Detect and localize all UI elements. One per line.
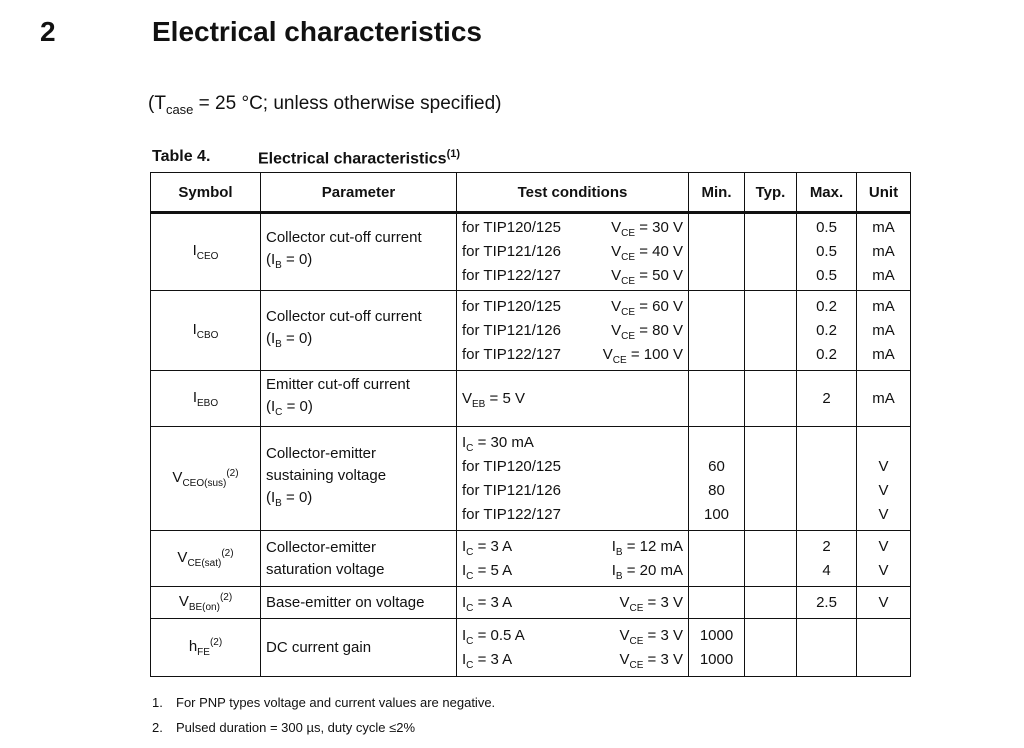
header-test-conditions: Test conditions — [457, 173, 689, 213]
unit-cell — [857, 619, 911, 677]
symbol-cell: $V_{CE(sat)}^{(2)}$ — [151, 531, 261, 587]
typ-cell — [745, 587, 797, 619]
typ-cell — [745, 427, 797, 531]
parameter-cell: Emitter cut-off current $(I_C = 0)$ — [261, 371, 457, 427]
test-condition-note: ($T_{case} = 25$ °C; unless otherwise specified) — [148, 93, 502, 117]
parameter-cell: Collector-emitter saturation voltage — [261, 531, 457, 587]
typ-cell — [745, 371, 797, 427]
header-typ: Typ. — [745, 173, 797, 213]
table-row — [151, 531, 911, 587]
section-number: 2 — [40, 16, 56, 47]
header-max: Max. — [797, 173, 857, 213]
max-cell — [797, 427, 857, 531]
section-title: Electrical characteristics — [152, 16, 482, 47]
max-cell: 2 — [797, 371, 857, 427]
table-row — [151, 427, 911, 531]
min-cell — [689, 291, 745, 371]
unit-cell: V V V — [857, 427, 911, 531]
unit-cell: mA — [857, 371, 911, 427]
table-row — [151, 291, 911, 371]
unit-cell: V V — [857, 531, 911, 587]
unit-cell: V — [857, 587, 911, 619]
parameter-cell: Base-emitter on voltage — [261, 587, 457, 619]
symbol-cell: $V_{CEO(sus)}^{(2)}$ — [151, 427, 261, 531]
max-cell: 2.5 — [797, 587, 857, 619]
min-cell — [689, 371, 745, 427]
max-cell: 2 4 — [797, 531, 857, 587]
test-conditions-cell: for TIP120/125 $V_{CE} = 60$ V for TIP121/126 $V_{CE} = 80$ V for TIP122/127 $V_{CE} = 100$ V — [457, 291, 689, 371]
electrical-characteristics-table — [150, 172, 911, 677]
table-row — [151, 587, 911, 619]
test-conditions-cell: $I_C = 3$ A $V_{CE} = 3$ V — [457, 587, 689, 619]
test-conditions-cell: for TIP120/125 $V_{CE} = 30$ V for TIP121/126 $V_{CE} = 40$ V for TIP122/127 $V_{CE} = 50$ V — [457, 213, 689, 291]
header-min: Min. — [689, 173, 745, 213]
symbol-cell: $h_{FE}^{(2)}$ — [151, 619, 261, 677]
typ-cell — [745, 531, 797, 587]
footnote-2: 2. Pulsed duration = 300 µs, duty cycle ≤2% — [152, 720, 416, 735]
table-header-row — [151, 173, 911, 213]
min-cell — [689, 213, 745, 291]
header-parameter: Parameter — [261, 173, 457, 213]
min-cell — [689, 587, 745, 619]
test-conditions-cell: $I_C = 0.5$ A $V_{CE} = 3$ V $I_C = 3$ A $V_{CE} = 3$ V — [457, 619, 689, 677]
unit-cell: mA mA mA — [857, 213, 911, 291]
parameter-cell: Collector cut-off current $(I_B = 0)$ — [261, 291, 457, 371]
max-cell: 0.5 0.5 0.5 — [797, 213, 857, 291]
parameter-cell: Collector-emitter sustaining voltage $(I_B = 0)$ — [261, 427, 457, 531]
min-cell: 1000 1000 — [689, 619, 745, 677]
symbol-cell: $I_{CBO}$ — [151, 291, 261, 371]
table-row — [151, 619, 911, 677]
typ-cell — [745, 213, 797, 291]
parameter-cell: DC current gain — [261, 619, 457, 677]
max-cell: 0.2 0.2 0.2 — [797, 291, 857, 371]
test-conditions-cell: $V_{EB} = 5$ V — [457, 371, 689, 427]
parameter-cell: Collector cut-off current $(I_B = 0)$ — [261, 213, 457, 291]
symbol-cell: $I_{EBO}$ — [151, 371, 261, 427]
test-conditions-cell: $I_C = 3$ A $I_B = 12$ mA $I_C = 5$ A $I_B = 20$ mA — [457, 531, 689, 587]
table-label: Table 4. — [152, 148, 211, 165]
min-cell — [689, 531, 745, 587]
header-symbol: Symbol — [151, 173, 261, 213]
typ-cell — [745, 291, 797, 371]
typ-cell — [745, 619, 797, 677]
max-cell — [797, 619, 857, 677]
symbol-cell: $I_{CEO}$ — [151, 213, 261, 291]
header-unit: Unit — [857, 173, 911, 213]
symbol-cell: $V_{BE(on)}^{(2)}$ — [151, 587, 261, 619]
table-title: Electrical characteristics$^{(1)}$ — [258, 148, 461, 168]
min-cell: 60 80 100 — [689, 427, 745, 531]
table-row — [151, 371, 911, 427]
test-conditions-cell: $I_C = 30$ mA for TIP120/125 for TIP121/126 for TIP122/127 — [457, 427, 689, 531]
unit-cell: mA mA mA — [857, 291, 911, 371]
table-row — [151, 213, 911, 291]
footnote-1: 1. For PNP types voltage and current values are negative. — [152, 695, 496, 710]
